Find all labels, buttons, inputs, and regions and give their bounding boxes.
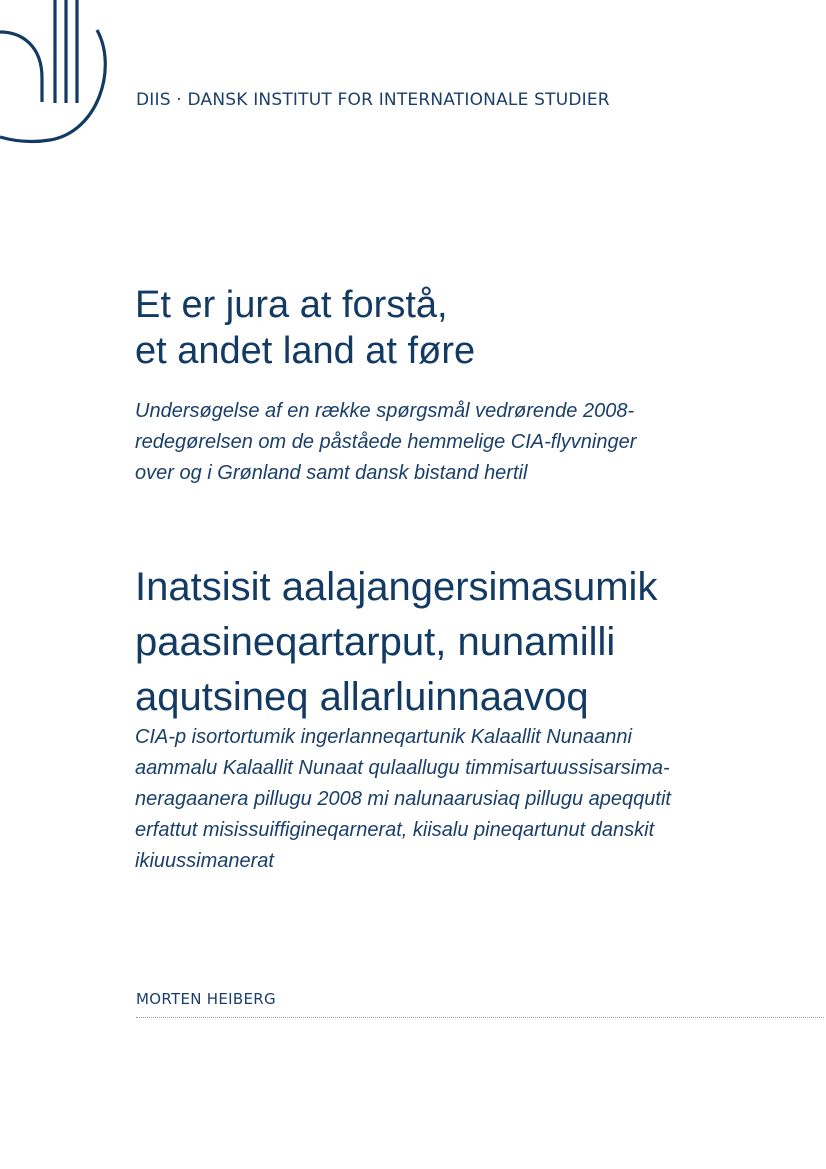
greenlandic-subtitle-line: erfattut misissuiffigineqarnerat, kiisalu pineqartunut danskit bbox=[135, 819, 655, 841]
greenlandic-title-line: Inatsisit aalajangersimasumik bbox=[135, 565, 658, 609]
greenlandic-subtitle-line: neragaanera pillugu 2008 mi nalunaarusiaq pillugu apeqqutit bbox=[135, 788, 671, 810]
danish-title-line: Et er jura at forstå, bbox=[135, 284, 448, 326]
danish-subtitle bbox=[135, 396, 735, 489]
greenlandic-subtitle-line: ikiuussimanerat bbox=[135, 850, 274, 872]
author-divider bbox=[136, 1017, 824, 1018]
greenlandic-subtitle bbox=[135, 722, 815, 877]
greenlandic-title-line: aqutsineq allarluinnaavoq bbox=[135, 675, 589, 719]
greenlandic-title bbox=[135, 560, 825, 725]
diis-logo-icon bbox=[0, 0, 120, 150]
danish-title-line: et andet land at føre bbox=[135, 330, 476, 372]
institute-name: DIIS · DANSK INSTITUT FOR INTERNATIONALE STUDIER bbox=[136, 90, 610, 110]
danish-subtitle-line: over og i Grønland samt dansk bistand hertil bbox=[135, 462, 528, 484]
greenlandic-title-line: paasineqartarput, nunamilli bbox=[135, 620, 616, 664]
danish-subtitle-line: redegørelsen om de påståede hemmelige CIA-flyvninger bbox=[135, 431, 637, 453]
danish-subtitle-line: Undersøgelse af en række spørgsmål vedrørende 2008- bbox=[135, 400, 635, 422]
greenlandic-subtitle-line: CIA-p isortortumik ingerlanneqartunik Kalaallit Nunaanni bbox=[135, 726, 632, 748]
author-name: MORTEN HEIBERG bbox=[136, 990, 276, 1008]
danish-title bbox=[135, 282, 475, 374]
greenlandic-subtitle-line: aammalu Kalaallit Nunaat qulaallugu timmisartuussisarsima- bbox=[135, 757, 670, 779]
